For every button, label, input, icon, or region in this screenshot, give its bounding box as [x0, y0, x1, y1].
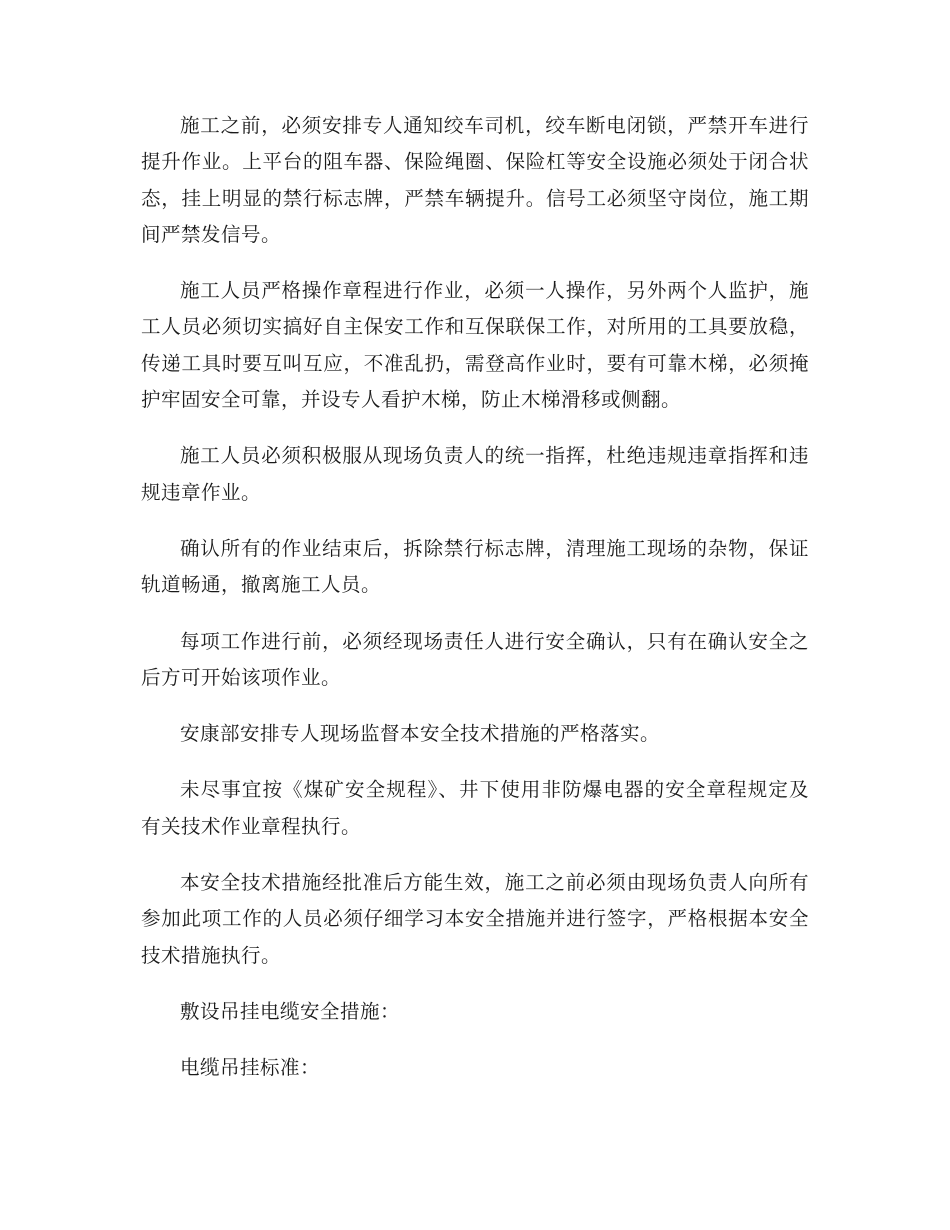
heading-cable-hanging-safety: 敷设吊挂电缆安全措施： [180, 999, 401, 1023]
document-body [141, 108, 809, 1107]
paragraph-approval-and-signing: 本安全技术措施经批准后方能生效，施工之前必须由现场负责人向所有参加此项工作的人员必须仔细学习本安全措施并进行签字，严格根据本安全技术措施执行。 [141, 871, 809, 967]
paragraph-regulations: 未尽事宜按《煤矿安全规程》、井下使用非防爆电器的安全章程规定及有关技术作业章程执行。 [141, 778, 809, 838]
paragraph-obey-command: 施工人员必须积极服从现场负责人的统一指挥，杜绝违规违章指挥和违规违章作业。 [141, 444, 809, 504]
paragraph-supervision: 安康部安排专人现场监督本安全技术措施的严格落实。 [180, 722, 661, 746]
paragraph-after-work-cleanup: 确认所有的作业结束后，拆除禁行标志牌，清理施工现场的杂物，保证轨道畅通，撤离施工人员。 [141, 536, 809, 597]
paragraph-safety-confirmation: 每项工作进行前，必须经现场责任人进行安全确认，只有在确认安全之后方可开始该项作业。 [141, 629, 809, 689]
paragraph-notify-winch-operator: 施工之前，必须安排专人通知绞车司机，绞车断电闭锁，严禁开车进行提升作业。上平台的阻车器、保险绳圈、保险杠等安全设施必须处于闭合状态，挂上明显的禁行标志牌，严禁车辆提升。信号工必须坚守岗位，施工期间严禁发信号。 [141, 114, 809, 246]
paragraph-operation-rules: 施工人员严格操作章程进行作业，必须一人操作，另外两个人监护，施工人员必须切实搞好自主保安工作和互保联保工作，对所用的工具要放稳，传递工具时要互叫互应，不准乱扔，需登高作业时，要有可靠木梯，必须掩护牢固安全可靠，并设专人看护木梯，防止木梯滑移或侧翻。 [141, 279, 809, 412]
heading-cable-hanging-standard: 电缆吊挂标准： [180, 1056, 321, 1080]
